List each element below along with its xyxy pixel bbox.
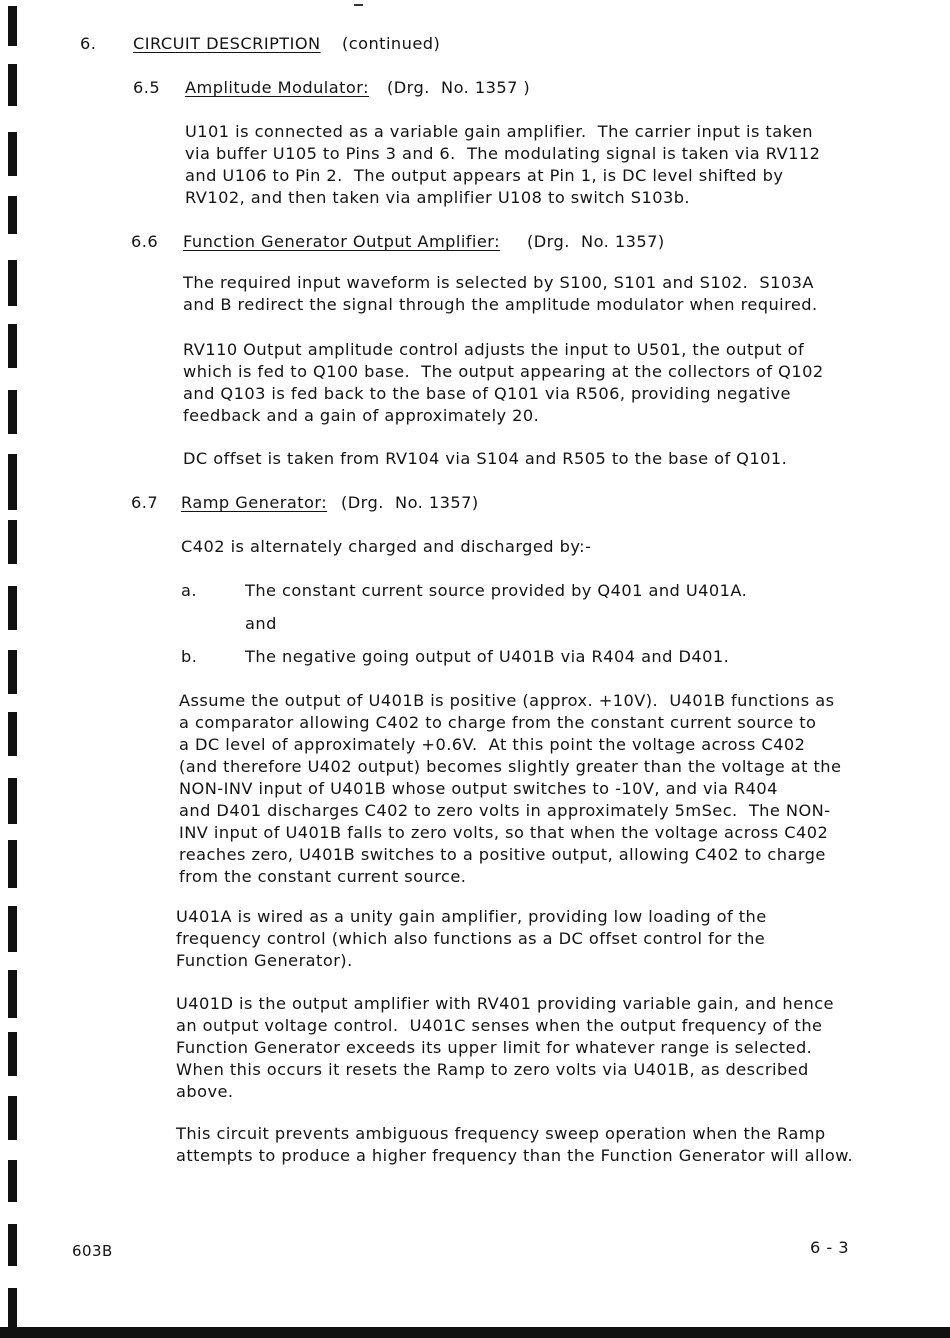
section-suffix: (continued) (342, 34, 441, 53)
intro-text: C402 is alternately charged and discharged by:- (181, 537, 592, 556)
text-line: This circuit prevents ambiguous frequency sweep operation when the Ramp (176, 1124, 826, 1143)
drawing-reference: (Drg. No. 1357 ) (387, 78, 531, 97)
text-line: a DC level of approximately +0.6V. At this point the voltage across C402 (179, 735, 806, 754)
paragraph (183, 272, 818, 316)
subsection-number: 6.7 (131, 493, 159, 512)
text-line: U101 is connected as a variable gain amplifier. The carrier input is taken (185, 122, 813, 141)
paragraph (179, 690, 841, 888)
binding-mark (8, 1224, 17, 1266)
document-number: 603B (72, 1242, 113, 1260)
binding-marks (8, 0, 20, 1338)
binding-mark (8, 586, 17, 630)
text-line: via buffer U105 to Pins 3 and 6. The modulating signal is taken via RV112 (185, 144, 821, 163)
paragraph (185, 121, 820, 209)
text-line: above. (176, 1082, 234, 1101)
binding-mark (8, 970, 17, 1018)
binding-mark (8, 260, 17, 306)
list-item: The negative going output of U401B via R404 and D401. (245, 647, 730, 666)
text-line: INV input of U401B falls to zero volts, so that when the voltage across C402 (179, 823, 829, 842)
section-number: 6. (80, 34, 97, 53)
text-line: attempts to produce a higher frequency than the Function Generator will allow. (176, 1146, 854, 1165)
text-line: (and therefore U402 output) becomes slightly greater than the voltage at the (179, 757, 842, 776)
binding-mark (8, 324, 17, 368)
text-line: U401D is the output amplifier with RV401 providing variable gain, and hence (176, 994, 834, 1013)
binding-mark (8, 778, 17, 824)
list-marker: a. (181, 581, 197, 600)
paragraph (176, 906, 767, 972)
binding-mark (8, 132, 17, 176)
subsection-number: 6.5 (133, 78, 161, 97)
text-line: and D401 discharges C402 to zero volts in approximately 5mSec. The NON- (179, 801, 831, 820)
text-line: Function Generator exceeds its upper limit for whatever range is selected. (176, 1038, 813, 1057)
subsection-heading: Ramp Generator: (181, 493, 328, 512)
binding-mark (8, 650, 17, 694)
text-line: RV102, and then taken via amplifier U108 to switch S103b. (185, 188, 691, 207)
text-line: RV110 Output amplitude control adjusts the input to U501, the output of (183, 340, 805, 359)
text-line: Assume the output of U401B is positive (approx. +10V). U401B functions as (179, 691, 835, 710)
drawing-reference: (Drg. No. 1357) (341, 493, 479, 512)
binding-mark (8, 1032, 17, 1076)
binding-mark (8, 6, 17, 46)
binding-mark (8, 390, 17, 434)
text-line: an output voltage control. U401C senses when the output frequency of the (176, 1016, 823, 1035)
paragraph (176, 993, 834, 1103)
text-line: The required input waveform is selected by S100, S101 and S102. S103A (183, 273, 814, 292)
section-title: CIRCUIT DESCRIPTION (133, 34, 321, 53)
binding-mark (8, 906, 17, 952)
text-line: which is fed to Q100 base. The output appearing at the collectors of Q102 (183, 362, 824, 381)
text-line: When this occurs it resets the Ramp to zero volts via U401B, as described (176, 1060, 809, 1079)
paragraph (176, 1123, 853, 1167)
binding-mark (8, 840, 17, 888)
binding-mark (8, 64, 17, 106)
drawing-reference: (Drg. No. 1357) (527, 232, 665, 251)
binding-mark (8, 1096, 17, 1140)
binding-mark (8, 520, 17, 564)
bottom-edge (0, 1327, 950, 1338)
subsection-number: 6.6 (131, 232, 159, 251)
paragraph (183, 339, 824, 427)
list-connector: and (245, 614, 277, 633)
text-line: and Q103 is fed back to the base of Q101 via R506, providing negative (183, 384, 791, 403)
binding-mark (8, 1288, 17, 1328)
binding-mark (8, 712, 17, 756)
text-line: reaches zero, U401B switches to a positive output, allowing C402 to charge (179, 845, 826, 864)
list-marker: b. (181, 647, 198, 666)
text-line: from the constant current source. (179, 867, 467, 886)
list-item: The constant current source provided by Q401 and U401A. (245, 581, 748, 600)
text-line: U401A is wired as a unity gain amplifier, providing low loading of the (176, 907, 767, 926)
binding-mark (8, 196, 17, 234)
top-mark (354, 4, 363, 6)
paragraph (183, 448, 787, 470)
text-line: DC offset is taken from RV104 via S104 and R505 to the base of Q101. (183, 449, 788, 468)
text-line: frequency control (which also functions as a DC offset control for the (176, 929, 766, 948)
binding-mark (8, 1160, 17, 1202)
subsection-heading: Function Generator Output Amplifier: (183, 232, 501, 251)
text-line: and B redirect the signal through the amplitude modulator when required. (183, 295, 818, 314)
page-number: 6 - 3 (810, 1238, 849, 1257)
text-line: and U106 to Pin 2. The output appears at Pin 1, is DC level shifted by (185, 166, 784, 185)
binding-mark (8, 454, 17, 510)
text-line: a comparator allowing C402 to charge from the constant current source to (179, 713, 817, 732)
text-line: NON-INV input of U401B whose output switches to -10V, and via R404 (179, 779, 778, 798)
text-line: Function Generator). (176, 951, 353, 970)
subsection-heading: Amplitude Modulator: (185, 78, 369, 97)
text-line: feedback and a gain of approximately 20. (183, 406, 540, 425)
